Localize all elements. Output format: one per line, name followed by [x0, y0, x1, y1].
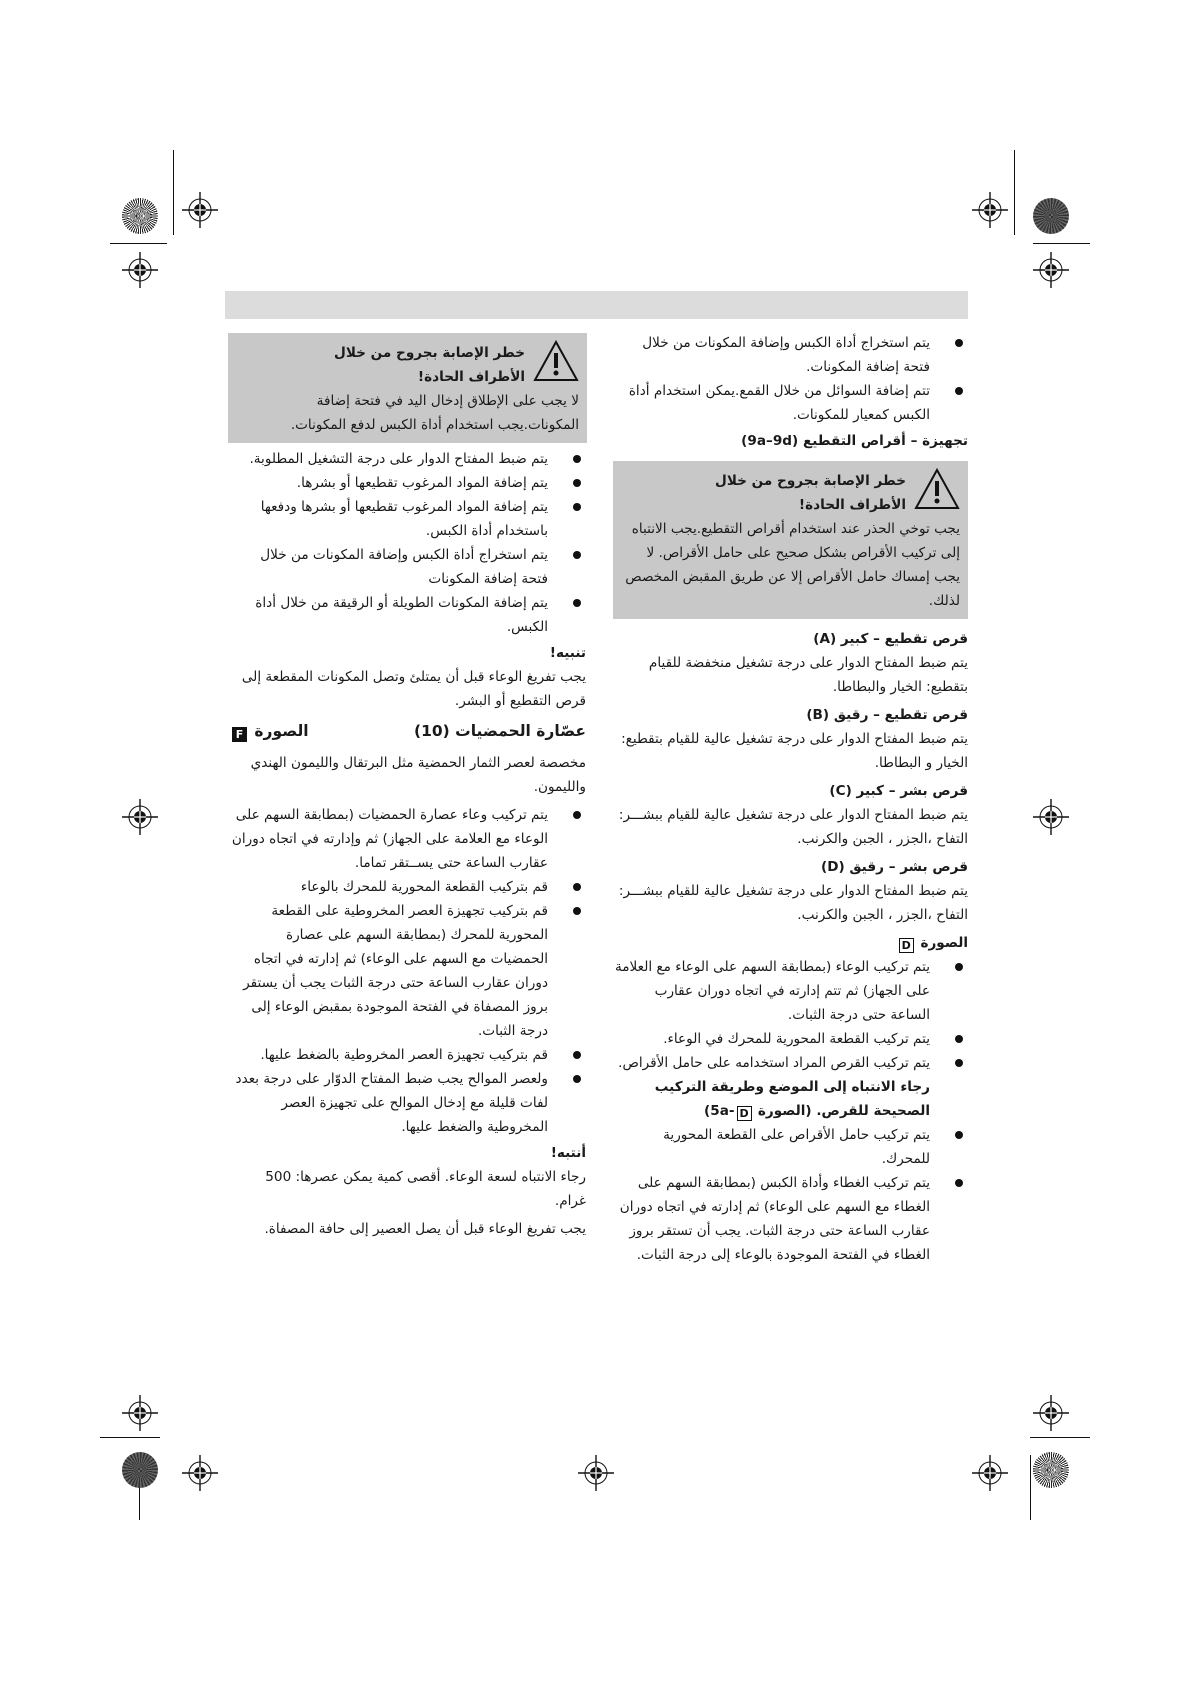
crop-line — [1030, 1437, 1090, 1438]
discs-heading: تجهيزة – أقراص التقطيع (9a–9d) — [741, 433, 968, 449]
warning-body: يجب توخي الحذر عند استخدام أقراص التقطيع.يجب الانتباه إلى تركيب الأقراص بشكل صحيح على حامل الأقراص. لا يجب إمساك حامل الأقراص إلا عن طريق المقبض المخصص لذلك. — [625, 521, 960, 609]
list-item: ولعصر الموالح يجب ضبط المفتاح الدوّار على درجة بعدد لفات قليلة مع إدخال الموالح على تجهيزة العصر المخروطية والضغط عليها. — [230, 1067, 586, 1139]
intro-bullet-list — [613, 331, 968, 427]
citrus-press-heading — [230, 719, 586, 743]
warning-title: خطر الإصابة بجروح من خلال الأطراف الحادة! — [334, 345, 525, 385]
registration-target-icon — [1033, 799, 1069, 835]
color-calibration-disc-icon — [122, 1452, 158, 1488]
right-column — [613, 331, 968, 1267]
disc-title: قرص تقطيع – كبير (A) — [813, 631, 968, 647]
disc-title: قرص بشر – كبير (C) — [829, 783, 968, 799]
color-calibration-disc-icon — [1033, 198, 1069, 234]
figure-reference: الصورة F — [230, 719, 309, 743]
list-item: يتم ضبط المفتاح الدوار على درجة التشغيل المطلوبة. — [230, 447, 586, 471]
assembly-bullet-list — [613, 955, 968, 1267]
section-title: عصّارة الحمضيات (10) — [414, 722, 586, 740]
warning-body: لا يجب على الإطلاق إدخال اليد في فتحة إضافة المكونات.يجب استخدام أداة الكبس لدفع المكونات. — [290, 393, 579, 433]
header-bar — [225, 291, 968, 319]
disc-description: يتم ضبط المفتاح الدوار على درجة تشغيل عالية للقيام ببشـــر: التفاح ،الجزر ، الجبن والكرنب. — [618, 883, 968, 923]
list-item: يتم تركيب وعاء عصارة الحمضيات (بمطابقة السهم على الوعاء مع العلامة على الجهاز) ثم وإدارته في اتجاه دوران عقارب الساعة حتى يســتقر تماما. — [230, 803, 586, 875]
crop-line — [1033, 243, 1090, 244]
list-item: يتم تركيب القطعة المحورية للمحرك في الوعاء. — [613, 1027, 968, 1051]
figure-letter-icon: D — [899, 938, 914, 953]
list-item: قم بتركيب تجهيزة العصر المخروطية بالضغط عليها. — [230, 1043, 586, 1067]
disc-title: قرص بشر – رقيق (D) — [820, 859, 968, 875]
registration-target-icon — [182, 1455, 218, 1491]
attention-capacity: رجاء الانتباه لسعة الوعاء. أقصى كمية يمكن عصرها: 500 غرام. — [265, 1169, 586, 1209]
crop-line — [1030, 1455, 1031, 1520]
list-item: يتم إضافة المواد المرغوب تقطيعها أو بشرها ودفعها باستخدام أداة الكبس. — [230, 495, 586, 543]
citrus-bullet-list — [230, 803, 586, 1139]
list-item: يتم استخراج أداة الكبس وإضافة المكونات من خلال فتحة إضافة المكونات. — [613, 331, 968, 379]
list-item: يتم إضافة المواد المرغوب تقطيعها أو بشرها. — [230, 471, 586, 495]
crop-line — [100, 1437, 160, 1438]
crop-line — [1014, 150, 1015, 235]
registration-target-icon — [122, 252, 158, 288]
crop-line — [173, 150, 174, 235]
registration-target-icon — [122, 1395, 158, 1431]
figure-reference: الصورة D — [613, 931, 968, 955]
figure-letter-icon: F — [232, 727, 247, 742]
list-item: قم بتركيب تجهيزة العصر المخروطية على القطعة المحورية للمحرك (بمطابقة السهم على عصارة الحمضيات مع السهم على الوعاء) ثم إدارته في اتجاه دوران عقارب الساعة حتى درجة الثبات يجب أن يستقر بروز المصفاة في الفتحة الموجودة بمقبض الوعاء إلى درجة الثبات. — [230, 899, 586, 1043]
list-item: يتم إضافة المكونات الطويلة أو الرقيقة من خلال أداة الكبس. — [230, 591, 586, 639]
citrus-intro: مخصصة لعصر الثمار الحمضية مثل البرتقال والليمون الهندي والليمون. — [250, 755, 586, 795]
list-item: يتم تركيب الغطاء وأداة الكبس (بمطابقة السهم على الغطاء مع السهم على الوعاء) ثم إدارته في اتجاه دوران عقارب الساعة حتى درجة الثبات. يجب أن تستقر بروز الغطاء في الفتحة الموجودة بالوعاء إلى درجة الثبات. — [613, 1171, 968, 1267]
list-item: قم بتركيب القطعة المحورية للمحرك بالوعاء — [230, 875, 586, 899]
registration-target-icon — [1033, 1395, 1069, 1431]
caution-text: يجب تفريغ الوعاء قبل أن يمتلئ وتصل المكونات المقطعة إلى قرص التقطيع أو البشر. — [241, 669, 586, 709]
list-item: يتم تركيب حامل الأقراص على القطعة المحورية للمحرك. — [613, 1123, 968, 1171]
warning-triangle-icon — [914, 467, 960, 511]
color-calibration-disc-icon — [1033, 1452, 1069, 1488]
list-item: تتم إضافة السوائل من خلال القمع.يمكن استخدام أداة الكبس كمعيار للمكونات. — [613, 379, 968, 427]
list-item: يتم تركيب الوعاء (بمطابقة السهم على الوعاء مع العلامة على الجهاز) ثم تتم إدارته في اتجاه دوران عقارب الساعة حتى درجة الثبات. — [613, 955, 968, 1027]
attention-empty-note: يجب تفريغ الوعاء قبل أن يصل العصير إلى حافة المصفاة. — [264, 1221, 586, 1237]
crop-line — [110, 243, 167, 244]
color-calibration-disc-icon — [122, 198, 158, 234]
figure-letter-icon: D — [737, 1106, 752, 1121]
list-item: يتم استخراج أداة الكبس وإضافة المكونات من خلال فتحة إضافة المكونات — [230, 543, 586, 591]
caution-title: تنبيه! — [549, 645, 586, 661]
list-item: يتم تركيب القرص المراد استخدامه على حامل الأقراص. رجاء الانتباه إلى الموضع وطريقة التركيب الصحيحة للقرص. (الصورة D-5a) — [613, 1051, 968, 1123]
operation-bullet-list — [230, 447, 586, 639]
disc-description: يتم ضبط المفتاح الدوار على درجة تشغيل عالية للقيام بتقطيع: الخيار و البطاطا. — [621, 731, 968, 771]
warning-box — [613, 461, 968, 619]
registration-target-icon — [578, 1455, 614, 1491]
registration-target-icon — [122, 799, 158, 835]
disc-title: قرص تقطيع – رقيق (B) — [806, 707, 968, 723]
disc-description: يتم ضبط المفتاح الدوار على درجة تشغيل عالية للقيام ببشـــر: التفاح ،الجزر ، الجبن والكرنب. — [618, 807, 968, 847]
left-column — [230, 331, 586, 1245]
registration-target-icon — [972, 192, 1008, 228]
attention-title: أنتبه! — [550, 1145, 586, 1161]
warning-box — [228, 333, 587, 443]
warning-title: خطر الإصابة بجروح من خلال الأطراف الحادة! — [715, 473, 906, 513]
disc-description: يتم ضبط المفتاح الدوار على درجة تشغيل منخفضة للقيام بتقطيع: الخيار والبطاطا. — [648, 655, 968, 695]
registration-target-icon — [182, 192, 218, 228]
registration-target-icon — [972, 1455, 1008, 1491]
registration-target-icon — [1033, 252, 1069, 288]
warning-triangle-icon — [533, 339, 579, 383]
